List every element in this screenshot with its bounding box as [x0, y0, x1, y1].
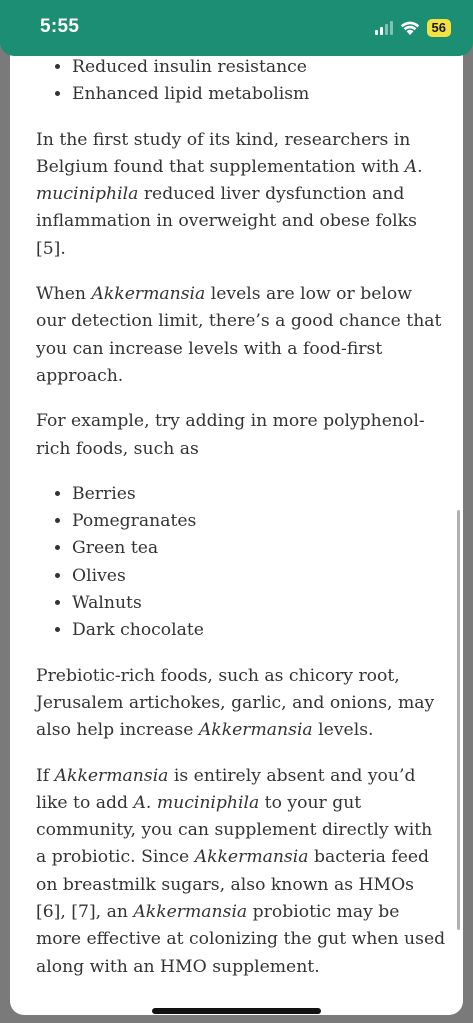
status-time: 5:55 [40, 16, 80, 37]
paragraph: If Akkermansia is entirely absent and you’d like to add A. muciniphila to your gut community, you can supplement directly with a probiotic. Since Akkermansia bacteria feed on breastmilk sugars, also known as HMOs [6], [7], an Akkermansia probiotic may be more effective at colonizing the gut when used along with an HMO supplement. [36, 765, 446, 977]
status-bar [0, 0, 473, 56]
paragraph: For example, try adding in more polyphenol-rich foods, such as [36, 411, 425, 459]
list-item: • Green tea [72, 535, 446, 562]
cellular-signal-icon [375, 21, 393, 35]
list-item: • Olives [72, 563, 446, 590]
status-icons [375, 18, 451, 38]
scrollbar[interactable] [457, 510, 460, 930]
benefits-list [36, 54, 446, 109]
paragraph: When Akkermansia levels are low or below our detection limit, there’s a good chance that you can increase levels with a food-first approach. [36, 284, 442, 386]
paragraph: Prebiotic-rich foods, such as chicory root, Jerusalem artichokes, garlic, and onions, may also help increase Akkermansia levels. [36, 665, 435, 741]
citation-link[interactable]: [5] [36, 238, 61, 259]
polyphenol-foods-list [36, 481, 446, 645]
list-item: • Reduced insulin resistance [72, 54, 446, 81]
article-sheet[interactable] [10, 30, 463, 1015]
list-item: • Berries [72, 481, 446, 508]
wifi-icon [400, 21, 420, 36]
paragraph: In the first study of its kind, researchers in Belgium found that supplementation with A. muciniphila reduced liver dysfunction and inflammation in overweight and obese folks [5]. [36, 129, 423, 259]
article-content [36, 30, 446, 981]
list-item: • Pomegranates [72, 508, 446, 535]
list-item: • Enhanced lipid metabolism [72, 81, 446, 108]
list-item: • Dark chocolate [72, 617, 446, 644]
home-indicator[interactable] [152, 1008, 321, 1014]
battery-indicator: 56 [427, 19, 451, 37]
citation-link[interactable]: [7] [71, 902, 96, 923]
list-item: • Walnuts [72, 590, 446, 617]
citation-link[interactable]: [6] [36, 902, 61, 923]
